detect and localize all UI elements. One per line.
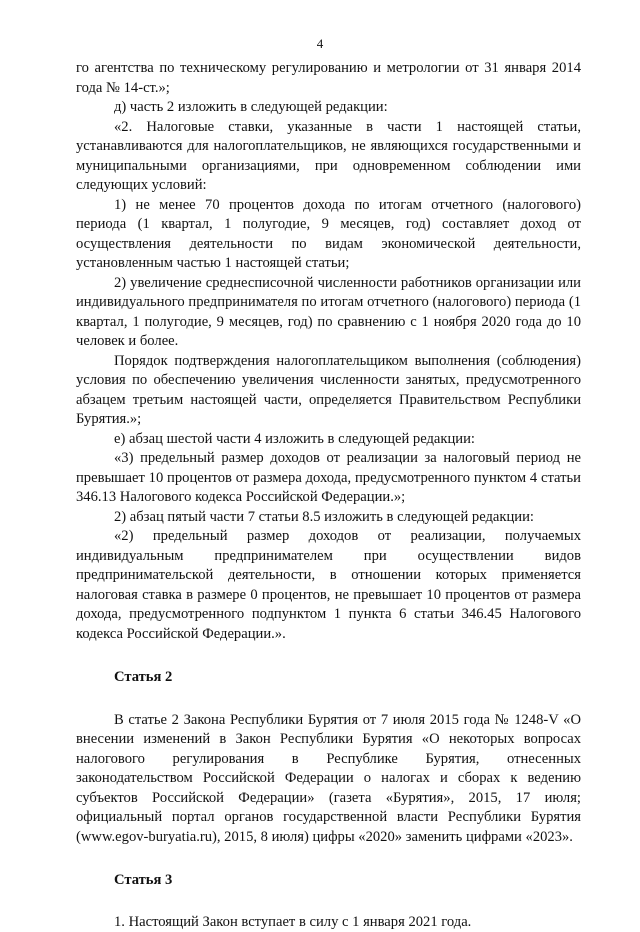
document-body xyxy=(76,59,581,932)
paragraph-item-2: 2) абзац пятый части 7 статьи 8.5 изложить в следующей редакции: xyxy=(76,508,581,528)
article-3-heading: Статья 3 xyxy=(76,871,581,891)
paragraph-tax-rates: «2. Налоговые ставки, указанные в части 1 настоящей статьи, устанавливаются для налогоплательщиков, не являющихся государственными и муниципальными организациями, при одновременном соблюдении ими следующих условий: xyxy=(76,118,581,196)
paragraph-condition-2: 2) увеличение среднесписочной численности работников организации или индивидуального предпринимателя по итогам отчетного (налогового) периода (1 квартал, 1 полугодие, 9 месяцев, год) по сравнению с 1 ноября 2020 года до 10 человек и более. xyxy=(76,274,581,352)
paragraph-income-limit-3: «3) предельный размер доходов от реализации за налоговый период не превышает 10 процентов от размера дохода, предусмотренного пунктом 4 статьи 346.13 Налогового кодекса Российской Федерации.»; xyxy=(76,449,581,508)
paragraph-income-limit-2: «2) предельный размер доходов от реализации, получаемых индивидуальным предпринимателем при осуществлении видов предпринимательской деятельности, в отношении которых применяется налоговая ставка в размере 0 процентов, не превышает 10 процентов от размера дохода, предусмотренного подпунктом 1 пункта 6 статьи 346.45 Налогового кодекса Российской Федерации.». xyxy=(76,527,581,644)
paragraph-item-e: е) абзац шестой части 4 изложить в следующей редакции: xyxy=(76,430,581,450)
article-2-text: В статье 2 Закона Республики Бурятия от 7 июля 2015 года № 1248-V «О внесении изменений в Закон Республики Бурятия «О некоторых вопросах налогового регулирования в Республике Бурятия, отнесенных законодательством Российской Федерации о налогах и сборах к ведению субъектов Российской Федерации» (газета «Бурятия», 2015, 17 июля; официальный портал органов государственной власти Республики Бурятия (www.egov-buryatia.ru), 2015, 8 июля) цифры «2020» заменить цифрами «2023». xyxy=(76,711,581,848)
article-2-heading: Статья 2 xyxy=(76,668,581,688)
paragraph-item-d: д) часть 2 изложить в следующей редакции: xyxy=(76,98,581,118)
page-number: 4 xyxy=(0,36,640,52)
paragraph-confirmation-procedure: Порядок подтверждения налогоплательщиком выполнения (соблюдения) условия по обеспечению увеличения численности занятых, предусмотренного абзацем третьим настоящей части, определяется Правительством Республики Бурятия.»; xyxy=(76,352,581,430)
paragraph-continuation: го агентства по техническому регулированию и метрологии от 31 января 2014 года № 14-ст.»; xyxy=(76,59,581,98)
paragraph-condition-1: 1) не менее 70 процентов дохода по итогам отчетного (налогового) периода (1 квартал, 1 полугодие, 9 месяцев, год) составляет доход от осуществления деятельности по видам экономической деятельности, установленным частью 1 настоящей статьи; xyxy=(76,196,581,274)
article-3-text: 1. Настоящий Закон вступает в силу с 1 января 2021 года. xyxy=(76,913,581,932)
